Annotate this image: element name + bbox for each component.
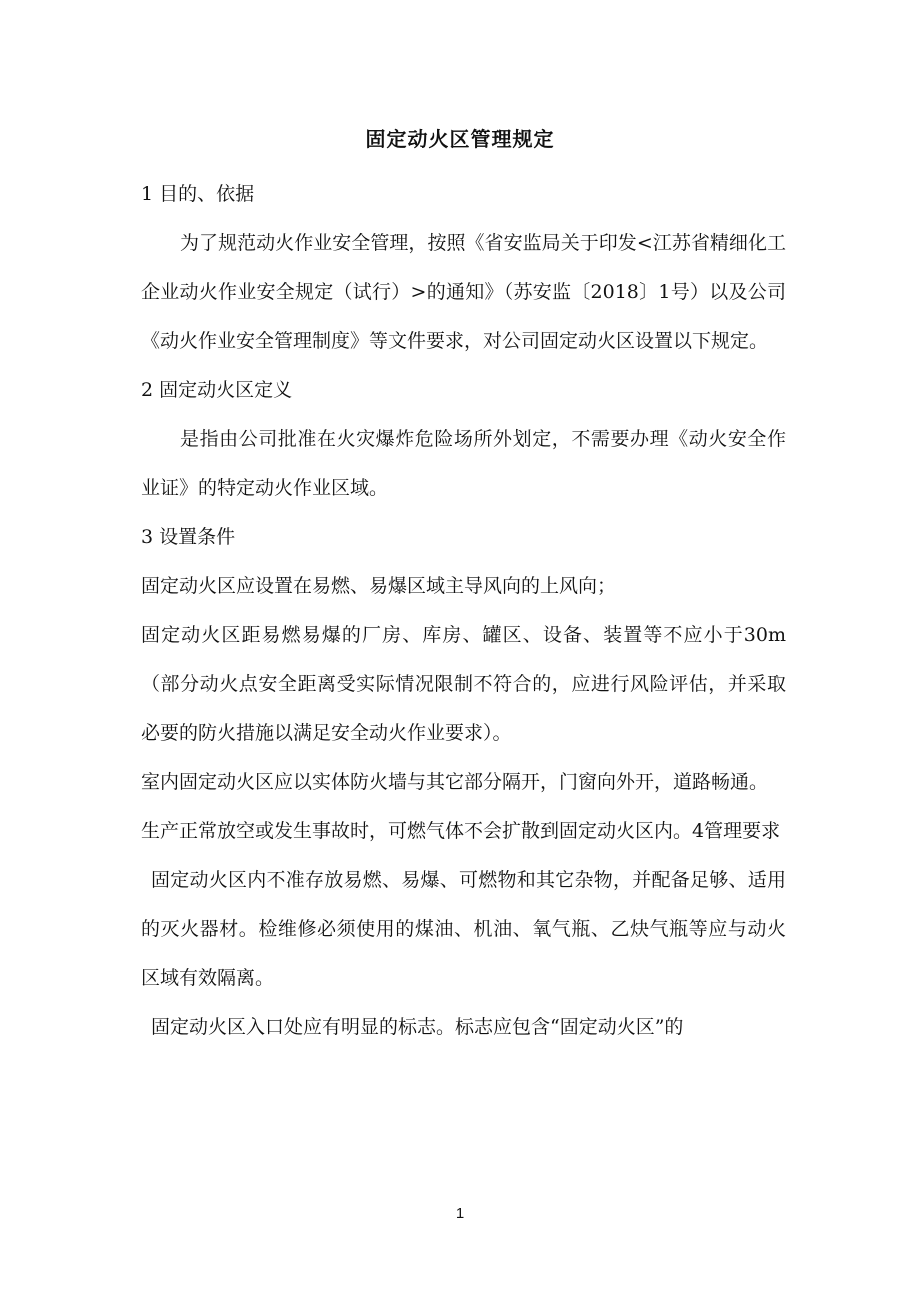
paragraph-purpose: 为了规范动火作业安全管理，按照《省安监局关于印发<江苏省精细化工企业动火作业安全规定（试行）>的通知》（苏安监〔2018〕1号）以及公司《动火作业安全管理制度》等文件要求，对公司固定动火区设置以下规定。 [141, 232, 786, 352]
paragraph-condition-wind: 固定动火区应设置在易燃、易爆区域主导风向的上风向； [141, 575, 617, 597]
page-number: 1 [455, 1205, 465, 1222]
section-heading-conditions: 3 设置条件 [141, 526, 236, 548]
paragraph-condition-distance: 固定动火区距易燃易爆的厂房、库房、罐区、设备、装置等不应小于30m（部分动火点安全距离受实际情况限制不符合的，应进行风险评估，并采取必要的防火措施以满足安全动火作业要求）。 [141, 624, 786, 744]
paragraph-management-sign: 固定动火区入口处应有明显的标志。标志应包含“固定动火区”的 [151, 1016, 684, 1038]
paragraph-management-storage: 固定动火区内不准存放易燃、易爆、可燃物和其它杂物，并配备足够、适用的灭火器材。检维修必须使用的煤油、机油、氧气瓶、乙炔气瓶等应与动火区域有效隔离。 [141, 869, 786, 989]
document-body [141, 170, 786, 1052]
paragraph-definition: 是指由公司批准在火灾爆炸危险场所外划定，不需要办理《动火安全作业证》的特定动火作业区域。 [141, 428, 786, 499]
document-title: 固定动火区管理规定 [365, 127, 555, 151]
paragraph-condition-gas: 生产正常放空或发生事故时，可燃气体不会扩散到固定动火区内。4管理要求 [141, 820, 781, 842]
section-heading-definition: 2 固定动火区定义 [141, 379, 293, 401]
paragraph-condition-indoor: 室内固定动火区应以实体防火墙与其它部分隔开，门窗向外开，道路畅通。 [141, 771, 769, 793]
section-heading-purpose: 1 目的、依据 [141, 183, 255, 205]
